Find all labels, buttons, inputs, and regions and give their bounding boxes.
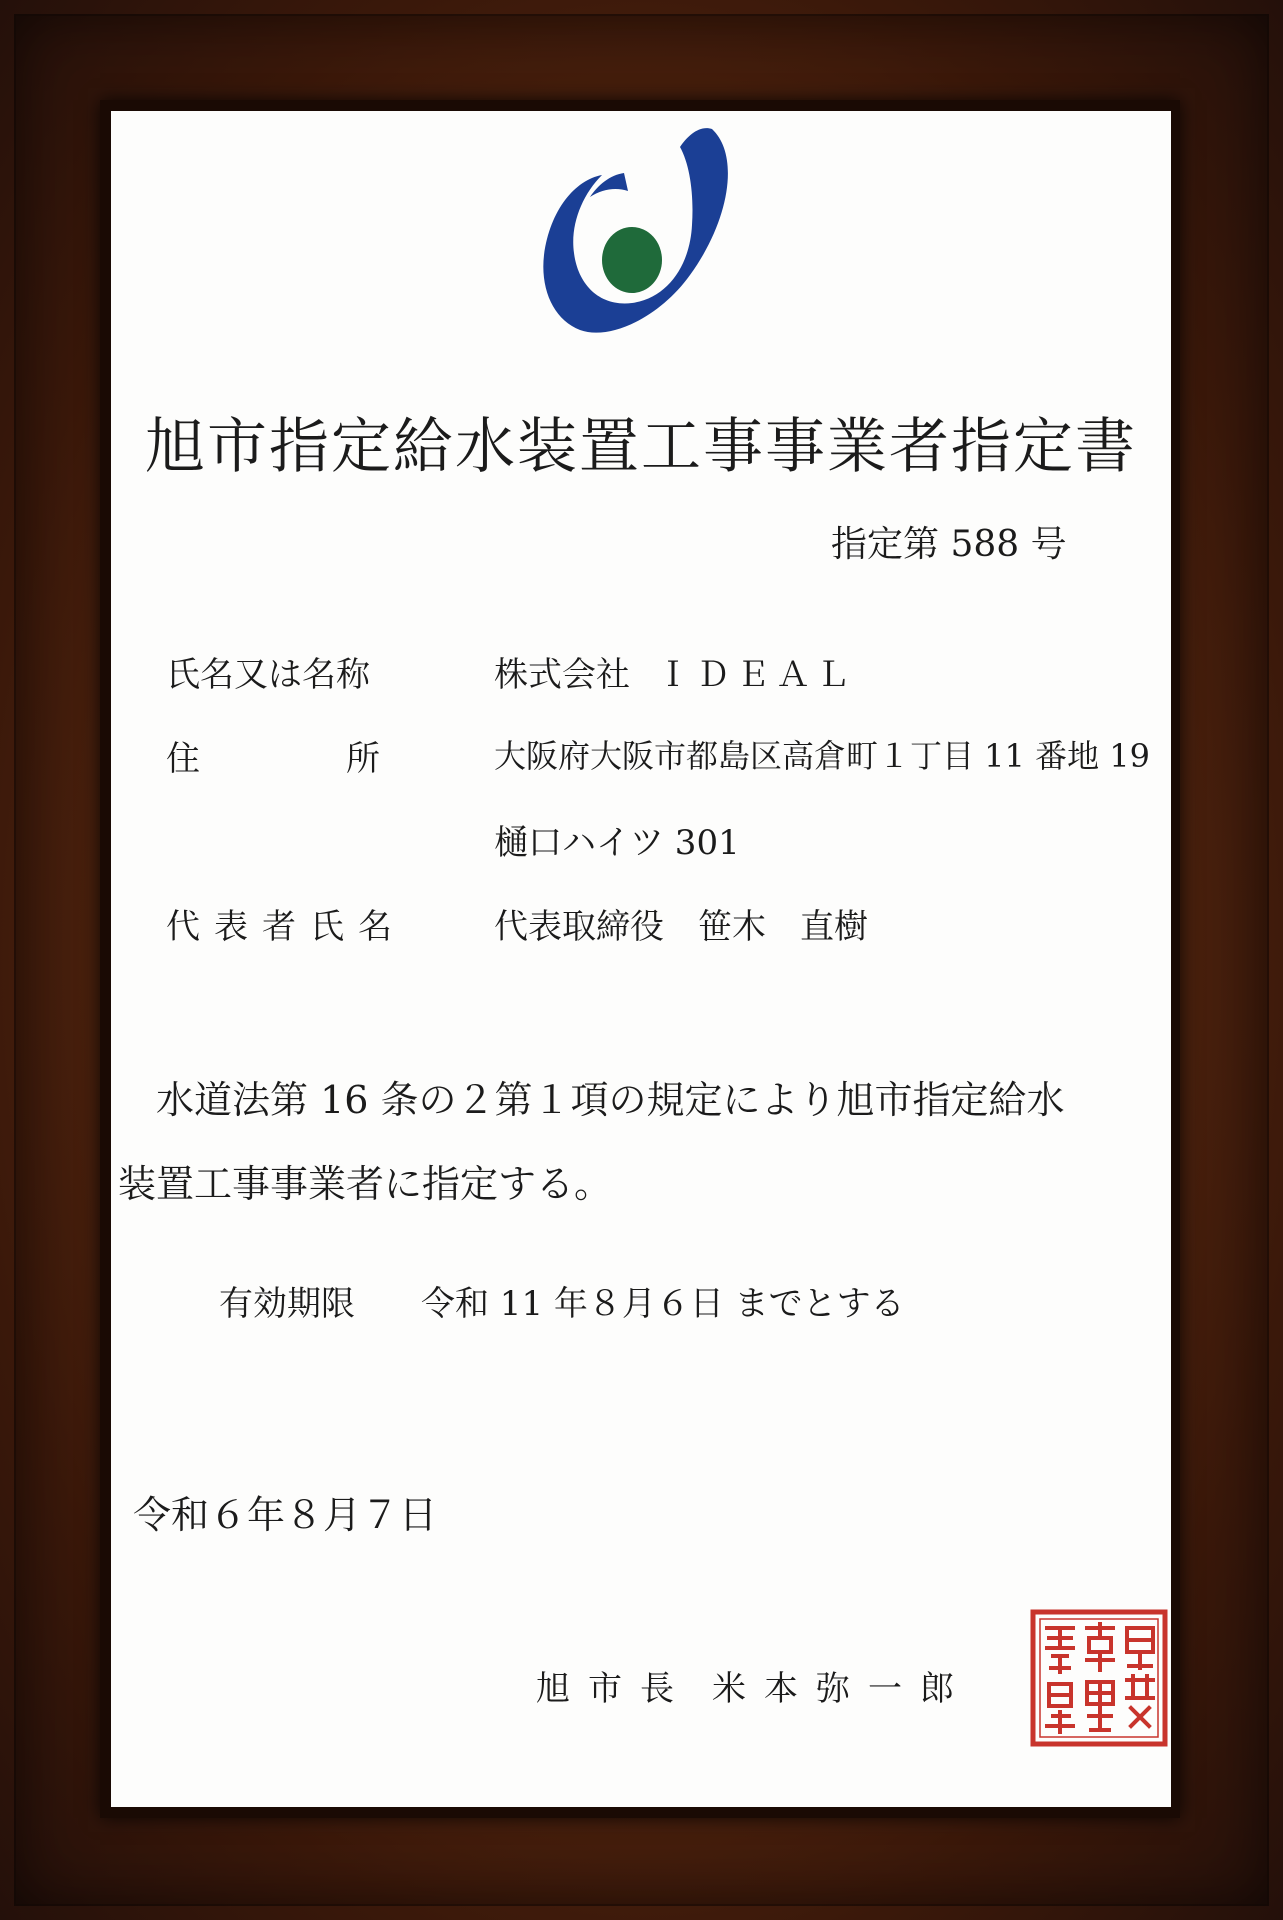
city-emblem-icon (540, 125, 744, 341)
address-label-first-char: 住 (166, 739, 200, 779)
body-text-line-2: 装置工事事業者に指定する。 (118, 1162, 613, 1206)
certificate-title: 旭市指定給水装置工事事業者指定書 (145, 412, 1137, 482)
name-value (494, 647, 856, 696)
issuer-name: 米本弥一郎 (712, 1669, 972, 1709)
name-value-company-name: ＩＤＥＡＬ (656, 655, 856, 695)
certificate-paper (111, 111, 1171, 1807)
official-seal-icon (1029, 1608, 1169, 1748)
issuer-signature-line (536, 1661, 972, 1710)
body-text-line-1: 水道法第 16 条の２第１項の規定により旭市指定給水 (156, 1078, 1065, 1122)
representative-label: 代表者氏名 (166, 907, 406, 947)
validity-value: 令和 11 年８月６日 までとする (421, 1284, 905, 1324)
validity-period (219, 1276, 905, 1325)
name-label: 氏名又は名称 (166, 655, 370, 695)
name-value-company-type: 株式会社 (494, 655, 630, 695)
address-label-second-char: 所 (346, 739, 380, 779)
representative-value: 代表取締役 笹木 直樹 (494, 907, 868, 947)
designation-number: 指定第 588 号 (831, 524, 1067, 565)
address-line-2: 樋口ハイツ 301 (494, 823, 740, 863)
issue-date: 令和６年８月７日 (133, 1493, 438, 1537)
issuer-title: 旭市長 (536, 1669, 692, 1709)
validity-label: 有効期限 (219, 1284, 355, 1324)
address-line-1: 大阪府大阪市都島区高倉町１丁目 11 番地 19 (494, 737, 1150, 775)
